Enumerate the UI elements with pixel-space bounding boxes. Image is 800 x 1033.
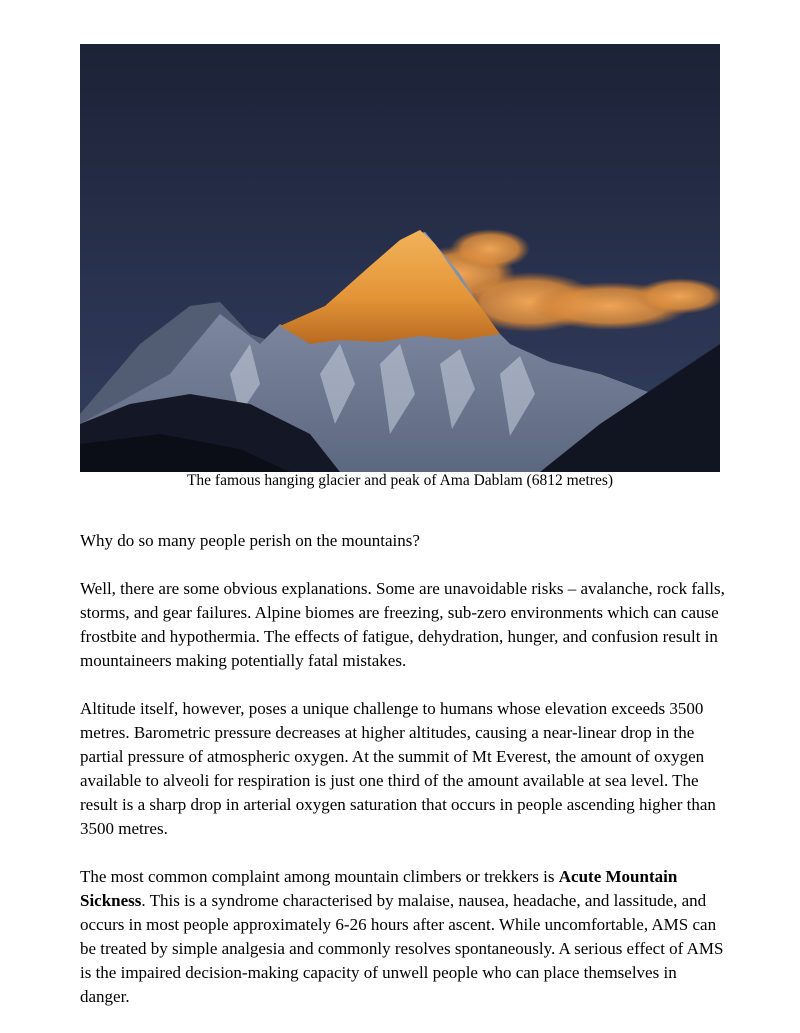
ama-dablam-image bbox=[80, 44, 720, 472]
paragraph-altitude: Altitude itself, however, poses a unique challenge to humans whose elevation exceeds 3500 metres. Barometric pressure decreases at higher altitudes, causing a near-linear drop in the partial pressure of atmospheric oxygen. At the summit of Mt Everest, the amount of oxygen available to alveoli for respiration is just one third of the amount available at sea level. The result is a sharp drop in arterial oxygen saturation that occurs in people ascending higher than 3500 metres. bbox=[80, 699, 716, 838]
paragraph-ams bbox=[80, 865, 730, 1009]
paragraph-risks: Well, there are some obvious explanations. Some are unavoidable risks – avalanche, rock falls, storms, and gear failures. Alpine biomes are freezing, sub-zero environments which can cause frostbite and hypothermia. The effects of fatigue, dehydration, hunger, and confusion result in mountaineers making potentially fatal mistakes. bbox=[80, 579, 725, 670]
ams-term: Acute Mountain Sickness bbox=[80, 867, 678, 910]
mountain-photo bbox=[80, 44, 720, 472]
intro-question: Why do so many people perish on the mountains? bbox=[80, 531, 420, 550]
ams-text-rest: . This is a syndrome characterised by malaise, nausea, headache, and lassitude, and occurs in most people approximately 6-26 hours after ascent. While uncomfortable, AMS can be treated by simple analgesia and commonly resolves spontaneously. A serious effect of AMS is the impaired decision-making capacity of unwell people who can place themselves in danger. bbox=[80, 891, 724, 1006]
article-body bbox=[80, 529, 730, 1033]
figure-caption: The famous hanging glacier and peak of Ama Dablam (6812 metres) bbox=[186, 472, 614, 489]
ams-text-start: The most common complaint among mountain climbers or trekkers is bbox=[80, 867, 559, 886]
